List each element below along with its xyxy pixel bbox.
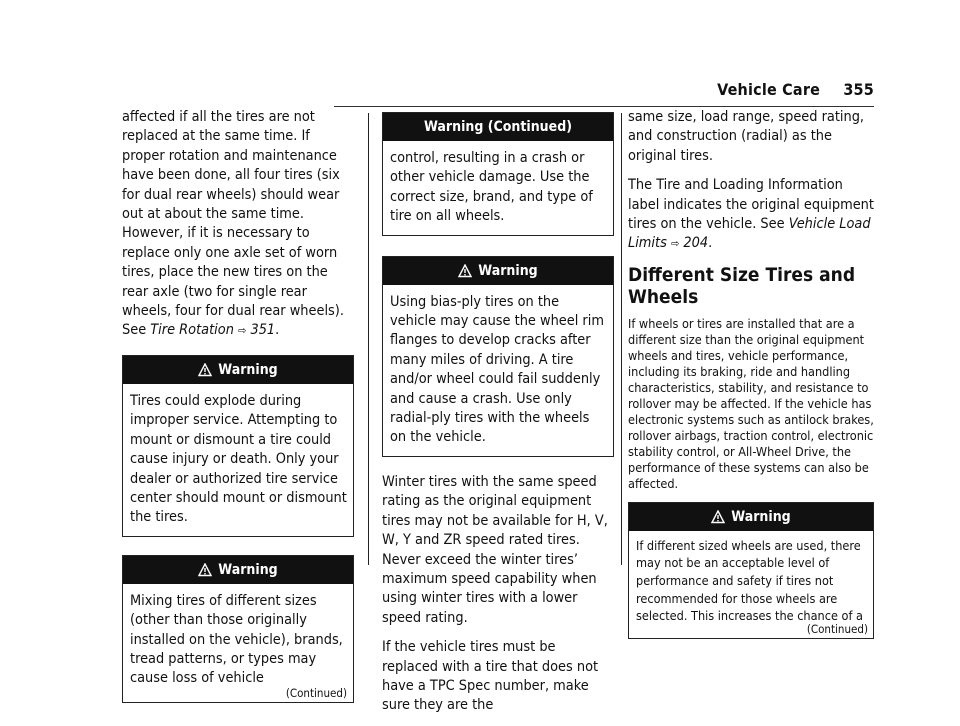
page-reference-arrow-icon: ⇨: [238, 324, 247, 338]
warning-box: [122, 555, 354, 703]
warning-header: Warning (Continued): [383, 113, 613, 141]
warning-body: If different sized wheels are used, there may not be an acceptable level of performance and safety if tires not recommended for those wheels are selected. This increases the chance of a: [636, 537, 863, 624]
column-1: [122, 108, 354, 719]
header-rule: [334, 106, 874, 107]
warning-header: Warning: [629, 503, 873, 531]
warning-triangle-icon: [198, 363, 212, 377]
warning-body: Mixing tires of different sizes (other than those originally installed on the vehicle), brands, tread patterns, or types may cause loss of vehicle: [130, 592, 343, 687]
warning-header: Warning: [123, 356, 353, 384]
warning-body: Tires could explode during improper service. Attempting to mount or dismount a tire could cause injury or death. Only your dealer or authorized tire service center should mount or dismount the tires.: [130, 392, 347, 526]
warning-box: [122, 355, 354, 537]
column-2: [382, 112, 614, 726]
body-paragraph: affected if all the tires are not replaced at the same time. If proper rotation and maintenance have been done, all four tires (six for dual rear wheels) should wear out at about the same time. However, if it is necessary to replace only one axle set of worn tires, place the new tires on the rear axle (two for single rear wheels, four for dual rear wheels). See Tire Rotation ⇨ 351.: [122, 109, 344, 339]
warning-body: Using bias-ply tires on the vehicle may cause the wheel rim flanges to develop cracks after many miles of driving. A tire and/or wheel could fail suddenly and cause a crash. Use only radial-ply tires with the wheels on the vehicle.: [390, 293, 604, 446]
continued-label: (Continued): [806, 621, 868, 636]
warning-body: control, resulting in a crash or other vehicle damage. Use the correct size, brand, and type of tire on all wheels.: [390, 150, 593, 225]
continued-label: (Continued): [285, 685, 347, 700]
cross-reference-link[interactable]: Vehicle Load Limits ⇨ 204: [628, 216, 871, 252]
warning-box: [382, 256, 614, 457]
warning-triangle-icon: [711, 510, 725, 524]
warning-header: Warning: [383, 257, 613, 285]
warning-header: Warning: [123, 556, 353, 584]
column-3: [628, 108, 874, 655]
column-divider: [621, 113, 622, 565]
cross-reference-link[interactable]: Tire Rotation ⇨ 351: [150, 322, 276, 339]
page-number: 355: [843, 80, 874, 99]
body-paragraph: If wheels or tires are installed that are a different size than the original equipment wheels and tires, vehicle performance, including its braking, ride and handling characteristics, stability, and resistance to rollover may be affected. If the vehicle has electronic systems such as antilock brakes, rollover airbags, traction control, electronic stability control, or All-Wheel Drive, the performance of these systems can also be affected.: [628, 315, 874, 491]
body-paragraph: Winter tires with the same speed rating as the original equipment tires may not be available for H, V, W, Y and ZR speed rated tires. Never exceed the winter tires’ maximum speed capability when using winter tires with a lower speed rating.: [382, 473, 608, 626]
page-header: [717, 80, 874, 99]
column-divider: [368, 113, 369, 565]
section-title: Vehicle Care: [717, 80, 821, 99]
warning-box: [382, 112, 614, 236]
warning-box: [628, 502, 874, 639]
warning-triangle-icon: [458, 264, 472, 278]
warning-triangle-icon: [198, 563, 212, 577]
body-paragraph: If the vehicle tires must be replaced with a tire that does not have a TPC Spec number, make sure they are the: [382, 639, 599, 714]
section-heading: Different Size Tires and Wheels: [628, 263, 856, 308]
body-paragraph: The Tire and Loading Information label indicates the original equipment tires on the vehicle. See Vehicle Load Limits ⇨ 204.: [628, 177, 874, 252]
page-reference-arrow-icon: ⇨: [670, 237, 680, 251]
body-paragraph: same size, load range, speed rating, and construction (radial) as the original tires.: [628, 109, 865, 164]
